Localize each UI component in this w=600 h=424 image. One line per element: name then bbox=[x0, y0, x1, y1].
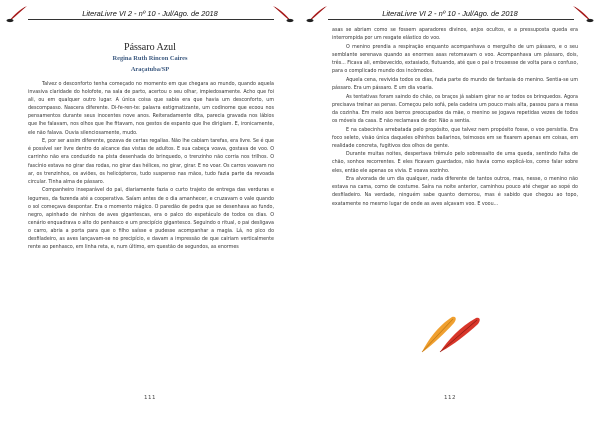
paragraph: Aquela cena, revivida todos os dias, fazia parte do mundo de fantasia do menino. Sentia-se um pássaro. Era um pássaro. E um dia voaria. bbox=[332, 77, 578, 91]
paragraph: As tentativas foram saindo do chão, os braços já sabiam girar no ar todos os brinquedos. Agora precisava treinar as penas. Começou pelo sofá, pela cadeira um pouco mais alta, passou para a mesa da cozinha. Em meio aos berros preocupados da mãe, o menino se jogava repetidas vezes de todos os móveis da casa. E não reclamava de dor. Não a sentia. bbox=[332, 94, 578, 124]
quill-inkwell-icon bbox=[272, 5, 294, 23]
paragraph: Talvez o desconforto tenha começado no momento em que chegara ao mundo, quando aquela invasiva claridade do holofote, na sala de parto, acertou o seu olhar, impiedosamente. Acho que foi ali, ou em qualquer outro lugar. A única coisa que sabia era que havia um desconforto, um descompasso. Nascera diferente. Di-fe-ren-te: palavra estigmatizante, um codinome que ecoou nos pensamentos durante seus inocentes nove anos. Reiteradamente dita, parecia gravada nos lábios que lhe falavam, nos olhos que lhe fitavam, nos gestos de espanto que lhe dirigiam. E, ironicamente, ele não falava. Ouvia silenciosamente, mudo. bbox=[28, 82, 274, 136]
quill-inkwell-icon bbox=[6, 5, 28, 23]
right-page bbox=[300, 0, 600, 424]
feathers-illustration bbox=[418, 314, 482, 354]
paragraph: Durante muitas noites, despertava trêmulo pelo sobressalto de uma queda, sentindo falta de chão, sonhos recorrentes. E eles ficavam guardados, não havia como explicá-los, como falar sobre eles, então ele apenas os vivia. E voava sozinho. bbox=[332, 152, 578, 174]
header-divider bbox=[328, 19, 574, 20]
left-page-body bbox=[28, 81, 274, 253]
page-header bbox=[6, 5, 294, 23]
story-title: Pássaro Azul bbox=[124, 42, 176, 53]
paragraph: O menino prendia a respiração enquanto acompanhava o mergulho de um pássaro, e o seu semblante serenava quando as enormes asas retomavam o voo. Acompanhava um pássaro, dois, três... Ficava ali, embevecido, extasiado, flutuando, até que o pai o trouxesse de volta para o confuso, para o complicado mundo dos incômodos. bbox=[332, 44, 578, 75]
story-author: Regina Ruth Rincon Caires bbox=[112, 55, 188, 62]
paragraph: Companheiro inseparável do pai, diariamente fazia o curto trajeto de entrega das verduras e legumes, da fazenda até a cooperativa. Saíam antes de o dia amanhecer, e cruzavam o vale quando o sol começava despontar. Era o momento mágico. O paredão de pedra que se desenhava ao fundo, negro, apinhado de ninhos de aves gigantescas, era o palco do espetáculo de todos os dias. O cenário enquadrava o alto do penhasco e um precipício gigantesco. Seguindo o ritual, o pai desligava o carro, abria a porta para que o filho saísse e pudesse acompanhar a magia. Lá, no pico do desfiladeiro, as aves lançavam-se no precipício, e davam a impressão de que cairiam verticalmente rente ao penhasco, em linha reta, e, num último, em questão de segundos, as enormes bbox=[28, 188, 274, 251]
paragraph: asas se abriam como se fossem aparadores divinos, anjos ocultos, e a pressuposta queda era interrompida por um resgate elástico do voo. bbox=[332, 28, 578, 42]
paragraph: E na cabecinha arrebatada pelo propósito, que talvez nem propósito fosse, o voo persistia. Era foco seleto, visão única daqueles olhinhos bailarinos, teimosos em se fixarem apenas em coisas, em realidade concreta, fugitivos dos olhos de gente. bbox=[332, 127, 578, 149]
right-page-body bbox=[332, 27, 578, 209]
page-number: 111 bbox=[144, 395, 156, 401]
header-text: LiteraLivre VI 2 - nº 10 - Jul/Ago. de 2018 bbox=[382, 9, 518, 18]
paragraph: Era alvorada de um dia qualquer, nada diferente de tantos outros, mas, nesse, o menino não estava na cama, como de costume. Saíra na noite anterior, caminhou pouco até chegar ao sopé do desfiladeiro. Na verdade, ninguém sabe quanto demorou, mas é sabido que chegou ao topo, exatamente no mesmo lugar de onde as aves alçavam voo. E voou... bbox=[332, 177, 578, 207]
quill-inkwell-icon bbox=[572, 5, 594, 23]
paragraph: E, por ser assim diferente, gozava de certas regalias. Não lhe cabiam tarefas, era livre. Se é que é possível ser livre dentro do alcance das vistas de adultos. E sua cabeça voava, gostava de voo. O carrinho não era conduzido na pista desenhada do brinquedo, o trenzinho não corria nos trilhos. O fascínio estava no girar das rodas, no girar das hélices, no girar, girar. E no voar. Os carros voavam no ar, os trenzinhos, os aviões, os helicópteros, tudo suspenso nas mãos, tudo fazia parte da revoada circular. Tinha alma de pássaro. bbox=[28, 139, 275, 185]
page-number: 112 bbox=[444, 395, 456, 401]
quill-inkwell-icon bbox=[306, 5, 328, 23]
story-place: Araçatuba/SP bbox=[130, 66, 170, 73]
header-divider bbox=[28, 19, 274, 20]
page-header bbox=[306, 5, 594, 23]
header-text: LiteraLivre VI 2 - nº 10 - Jul/Ago. de 2018 bbox=[82, 9, 218, 18]
